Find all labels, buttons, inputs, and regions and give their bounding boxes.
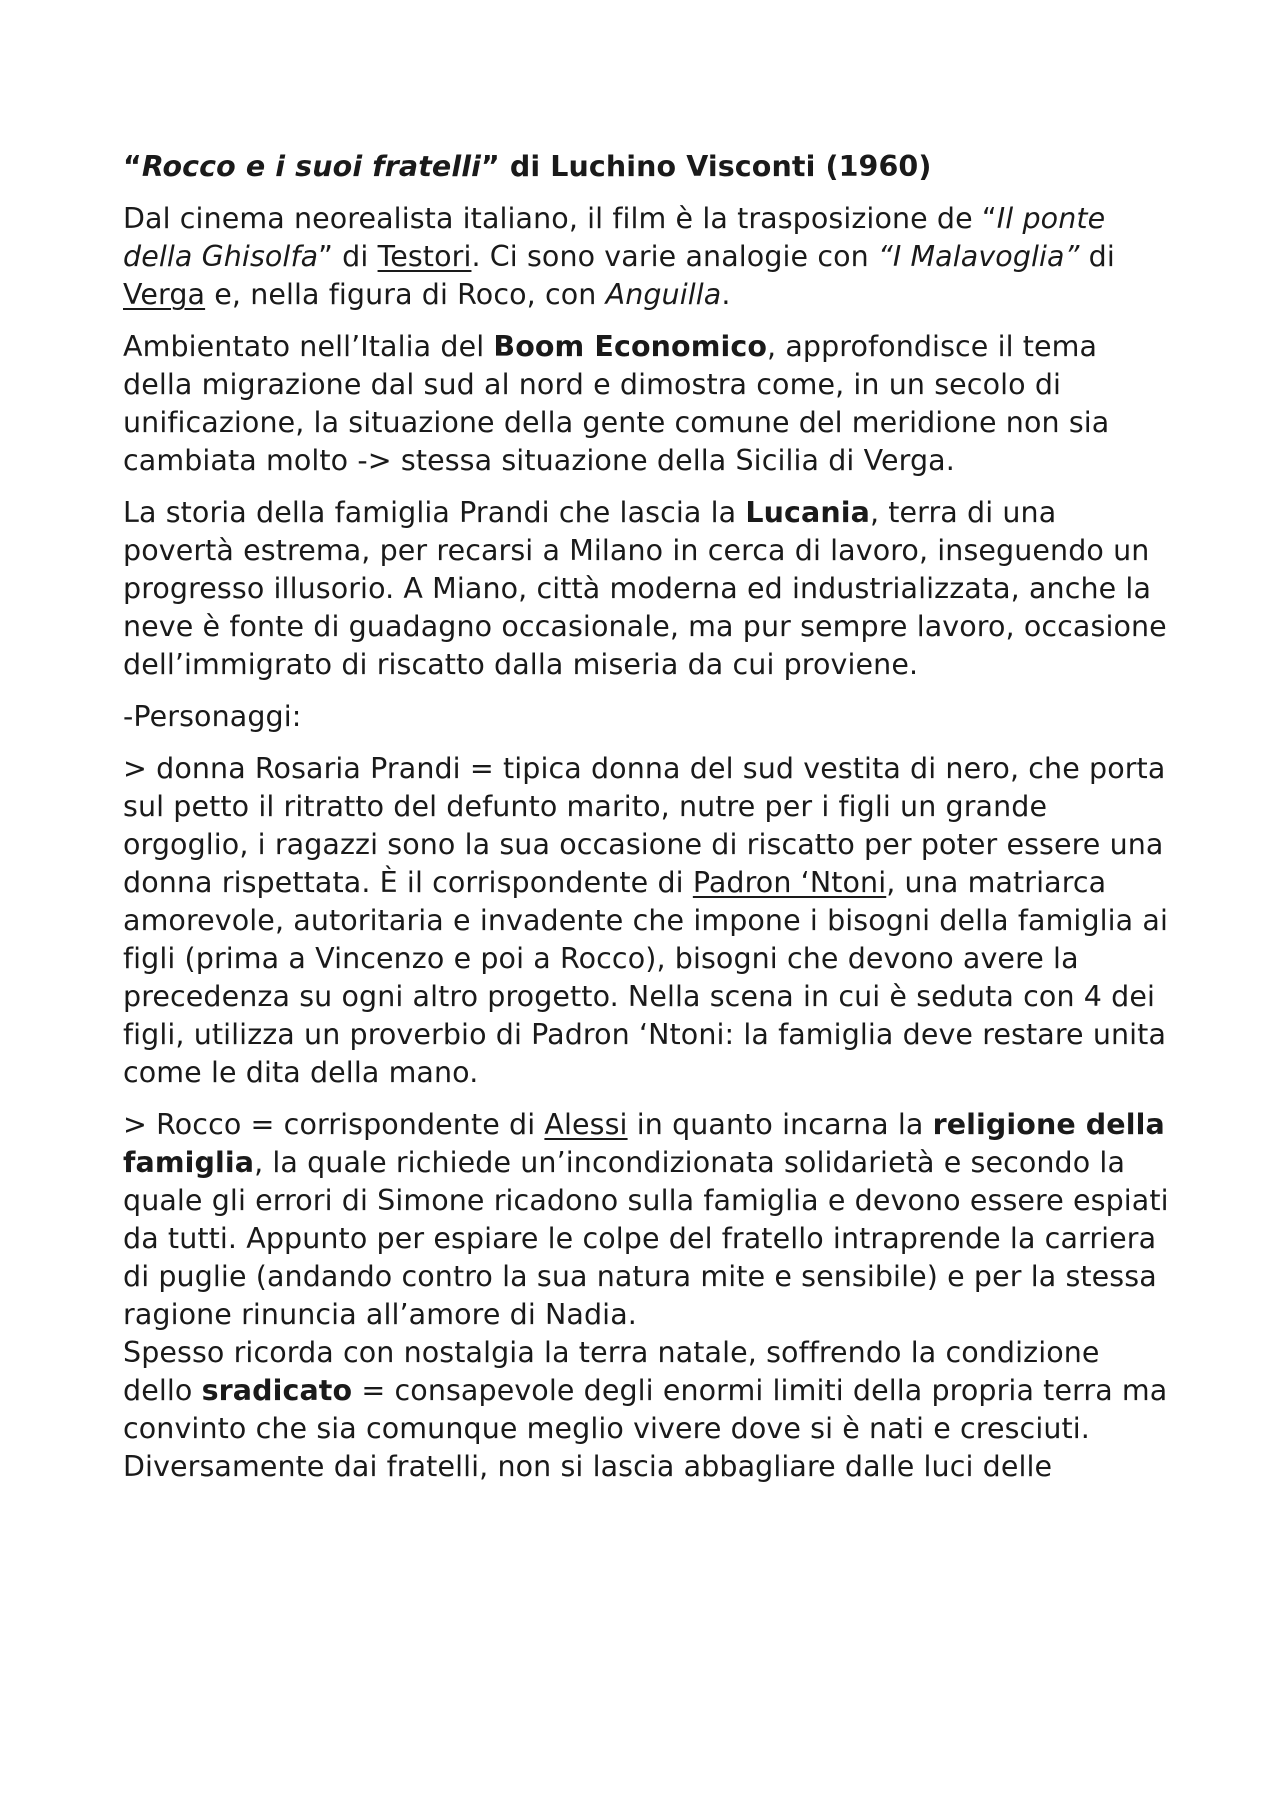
bold-term: religione della famiglia xyxy=(123,1108,1165,1179)
underlined-character: Alessi xyxy=(544,1108,628,1141)
italic-character-name: Anguilla xyxy=(605,278,722,311)
paragraph-character-rocco: > Rocco = corrispondente di Alessi in quanto incarna la religione della famiglia, la quale richiede un’incondizionata solidarietà e secondo la quale gli errori di Simone ricadono sulla famiglia e devono essere espiati da tutti. Appunto per espiare le colpe del fratello intraprende la carriera di puglie (andando contro la sua natura mite e sensibile) e per la stessa ragione rinuncia all’amore di Nadia. xyxy=(123,1108,1169,1331)
bold-term: Lucania xyxy=(745,496,870,529)
underlined-author: Testori xyxy=(377,240,472,273)
bold-term: sradicato xyxy=(201,1374,353,1407)
underlined-author: Verga xyxy=(123,278,206,311)
document-body xyxy=(123,148,1173,1486)
underlined-character: Padron ‘Ntoni xyxy=(692,866,887,899)
paragraph-intro: Dal cinema neorealista italiano, il film è la trasposizione de “Il ponte della Ghisolfa” di Testori. Ci sono varie analogie con “I Malavoglia” di Verga e, nella figura di Roco, con Anguilla. xyxy=(123,202,1115,311)
paragraph-setting: Ambientato nell’Italia del Boom Economico, approfondisce il tema della migrazione dal sud al nord e dimostra come, in un secolo di unificazione, la situazione della gente comune del meridione non sia cambiata molto -> stessa situazione della Sicilia di Verga. xyxy=(123,330,1110,477)
film-title: Rocco e i suoi fratelli xyxy=(141,150,481,183)
bold-term: Boom Economico xyxy=(493,330,768,363)
paragraph-rocco-brothers: Diversamente dai fratelli, non si lascia abbagliare dalle luci delle xyxy=(123,1450,1053,1483)
italic-work-title: Il ponte della Ghisolfa xyxy=(123,202,1106,273)
paragraph-character-rosaria: > donna Rosaria Prandi = tipica donna del sud vestita di nero, che porta sul petto il ritratto del defunto marito, nutre per i figli un grande orgoglio, i ragazzi sono la sua occasione di riscatto per poter essere una donna rispettata. È il corrispondente di Padron ‘Ntoni, una matriarca amorevole, autoritaria e invadente che impone i bisogni della famiglia ai figli (prima a Vincenzo e poi a Rocco), bisogni che devono avere la precedenza su ogni altro progetto. Nella scena in cui è seduta con 4 dei figli, utilizza un proverbio di Padron ‘Ntoni: la famiglia deve restare unita come le dita della mano. xyxy=(123,752,1168,1089)
italic-work-title: “I Malavoglia” xyxy=(877,240,1080,273)
document-title: “Rocco e i suoi fratelli” di Luchino Visconti (1960) xyxy=(123,150,932,183)
paragraph-rocco-nostalgia: Spesso ricorda con nostalgia la terra natale, soffrendo la condizione dello sradicato = consapevole degli enormi limiti della propria terra ma convinto che sia comunque meglio vivere dove si è nati e cresciuti. xyxy=(123,1336,1168,1445)
paragraph-story: La storia della famiglia Prandi che lascia la Lucania, terra di una povertà estrema, per recarsi a Milano in cerca di lavoro, inseguendo un progresso illusorio. A Miano, città moderna ed industrializzata, anche la neve è fonte di guadagno occasionale, ma pur sempre lavoro, occasione dell’immigrato di riscatto dalla miseria da cui proviene. xyxy=(123,496,1167,681)
paragraph-characters-heading: -Personaggi: xyxy=(123,700,302,733)
